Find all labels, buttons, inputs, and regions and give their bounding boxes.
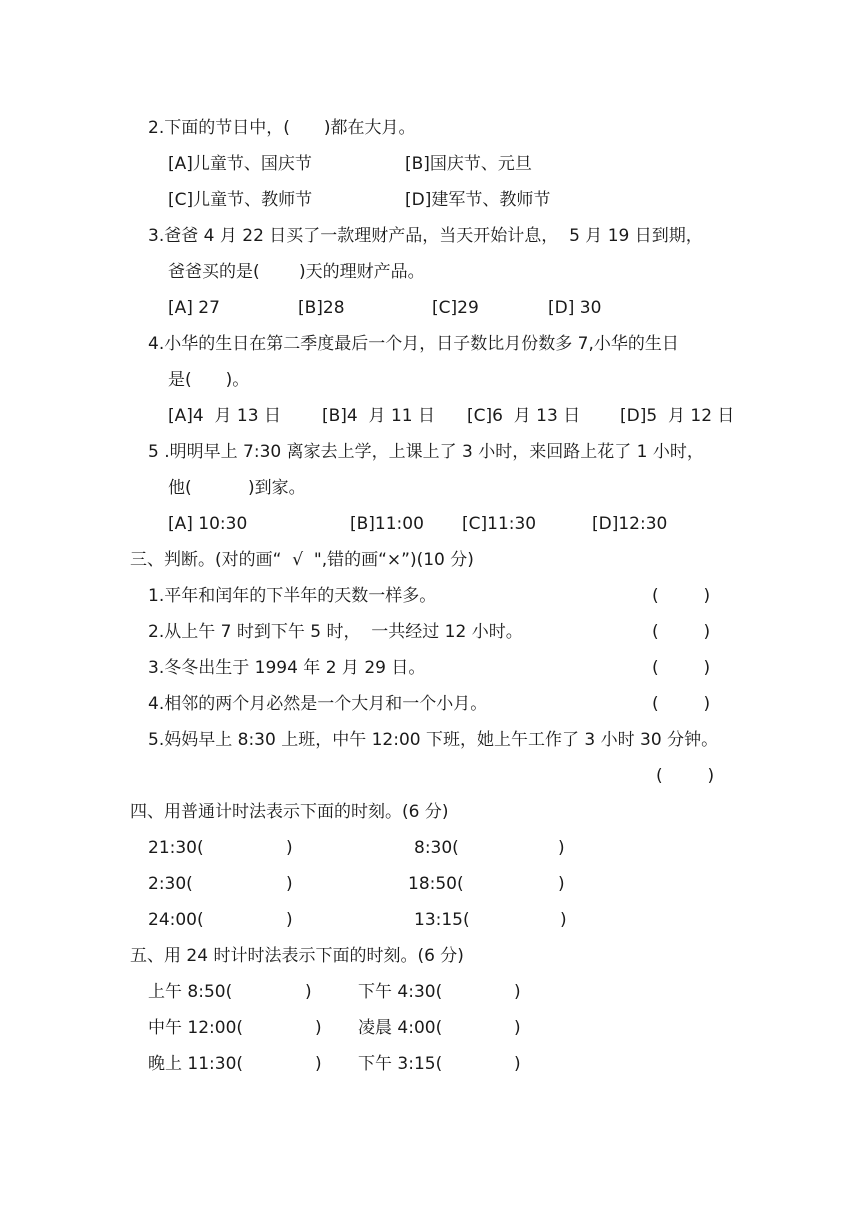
judge-item-text: 2.从上午 7 时到下午 5 时， 一共经过 12 小时。 xyxy=(148,622,523,642)
q3-option-d: [D] 30 xyxy=(548,298,602,318)
close-paren: ) xyxy=(286,874,293,894)
conversion-row-3 xyxy=(0,1053,860,1075)
judge-answer-blank[interactable]: ( ) xyxy=(652,658,711,678)
time-label: 2:30( xyxy=(148,874,193,894)
judge-item-2 xyxy=(0,621,860,643)
judge-item-text: 3.冬冬出生于 1994 年 2 月 29 日。 xyxy=(148,658,426,678)
q5-line1: 5 .明明早上 7:30 离家去上学，上课上了 3 小时，来回路上花了 1 小时， xyxy=(148,442,704,462)
q5-option-d: [D]12:30 xyxy=(592,514,668,534)
q2-option-b: [B]国庆节、元旦 xyxy=(405,154,532,174)
time-label: 晚上 11:30( xyxy=(148,1054,244,1074)
q4-option-b: [B]4 月 11 日 xyxy=(322,406,435,426)
q3-option-c: [C]29 xyxy=(432,298,479,318)
q4-options xyxy=(0,405,860,427)
time-label: 8:30( xyxy=(414,838,459,858)
q5-option-a: [A] 10:30 xyxy=(168,514,248,534)
q4-option-a: [A]4 月 13 日 xyxy=(168,406,281,426)
judge-item-3 xyxy=(0,657,860,679)
q4-option-d: [D]5 月 12 日 xyxy=(620,406,735,426)
q4-line1: 4.小华的生日在第二季度最后一个月，日子数比月份数多 7,小华的生日 xyxy=(148,334,679,354)
judge-item-text: 1.平年和闰年的下半年的天数一样多。 xyxy=(148,586,437,606)
close-paren: ) xyxy=(514,982,521,1002)
q3-line1: 3.爸爸 4 月 22 日买了一款理财产品，当天开始计息， 5 月 19 日到期， xyxy=(148,226,703,246)
time-label: 凌晨 4:00( xyxy=(358,1018,443,1038)
time-label: 24:00( xyxy=(148,910,204,930)
time-label: 下午 3:15( xyxy=(358,1054,443,1074)
conversion-row-3 xyxy=(0,909,860,931)
close-paren: ) xyxy=(286,910,293,930)
q5-options xyxy=(0,513,860,535)
q2-option-a: [A]儿童节、国庆节 xyxy=(168,154,312,174)
q5-option-c: [C]11:30 xyxy=(462,514,537,534)
close-paren: ) xyxy=(286,838,293,858)
q2-options-row1 xyxy=(0,153,860,175)
conversion-row-2 xyxy=(0,873,860,895)
q4-option-c: [C]6 月 13 日 xyxy=(467,406,581,426)
time-label: 13:15( xyxy=(414,910,470,930)
q2-option-d: [D]建军节、教师节 xyxy=(405,190,551,210)
q4-line2: 是( )。 xyxy=(168,370,250,390)
conversion-row-2 xyxy=(0,1017,860,1039)
q3-options xyxy=(0,297,860,319)
close-paren: ) xyxy=(315,1054,322,1074)
time-label: 下午 4:30( xyxy=(358,982,443,1002)
time-label: 21:30( xyxy=(148,838,204,858)
close-paren: ) xyxy=(514,1018,521,1038)
judge-answer-blank[interactable]: ( ) xyxy=(652,694,711,714)
judge-answer-blank[interactable]: ( ) xyxy=(652,586,711,606)
conversion-row-1 xyxy=(0,981,860,1003)
q3-option-a: [A] 27 xyxy=(168,298,220,318)
q3-option-b: [B]28 xyxy=(298,298,345,318)
judge-item-text: 4.相邻的两个月必然是一个大月和一个小月。 xyxy=(148,694,488,714)
close-paren: ) xyxy=(305,982,312,1002)
section4-title: 四、用普通计时法表示下面的时刻。(6 分) xyxy=(130,802,449,822)
judge-item-5-text: 5.妈妈早上 8:30 上班，中午 12:00 下班，她上午工作了 3 小时 30 分钟。 xyxy=(148,730,719,750)
close-paren: ) xyxy=(514,1054,521,1074)
judge-item-1 xyxy=(0,585,860,607)
judge-item-4 xyxy=(0,693,860,715)
section3-title: 三、判断。(对的画“ √ ",错的画“×”)(10 分) xyxy=(130,550,474,570)
q3-line2: 爸爸买的是( )天的理财产品。 xyxy=(168,262,425,282)
time-label: 18:50( xyxy=(408,874,464,894)
close-paren: ) xyxy=(558,874,565,894)
q2-option-c: [C]儿童节、教师节 xyxy=(168,190,313,210)
time-label: 中午 12:00( xyxy=(148,1018,244,1038)
judge-answer-blank[interactable]: ( ) xyxy=(652,622,711,642)
conversion-row-1 xyxy=(0,837,860,859)
q5-line2: 他( )到家。 xyxy=(168,478,306,498)
close-paren: ) xyxy=(560,910,567,930)
close-paren: ) xyxy=(558,838,565,858)
q2-options-row2 xyxy=(0,189,860,211)
q5-option-b: [B]11:00 xyxy=(350,514,424,534)
q2-stem: 2.下面的节日中，( )都在大月。 xyxy=(148,118,416,138)
close-paren: ) xyxy=(315,1018,322,1038)
section5-title: 五、用 24 时计时法表示下面的时刻。(6 分) xyxy=(130,946,464,966)
time-label: 上午 8:50( xyxy=(148,982,233,1002)
judge-answer-blank[interactable]: ( ) xyxy=(656,766,715,786)
